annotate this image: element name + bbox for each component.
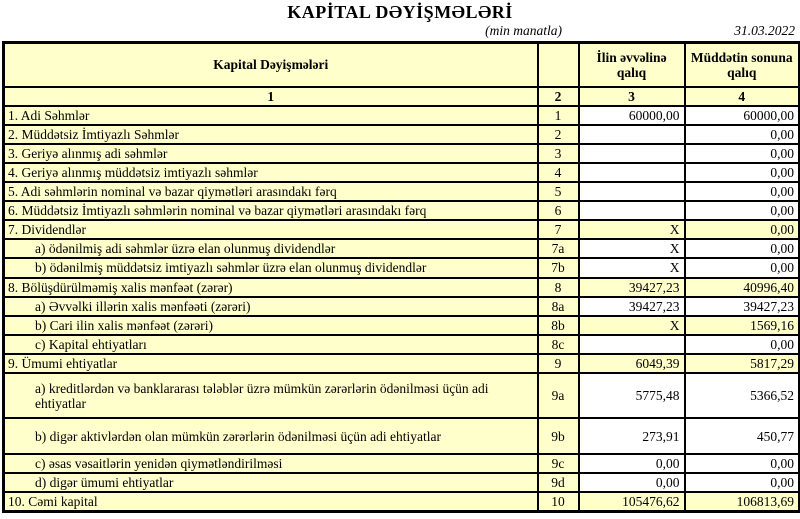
row-number: 8b	[538, 316, 579, 335]
value-start-balance: X	[579, 239, 685, 258]
col-number-1: 1	[4, 87, 538, 106]
value-start-balance	[579, 335, 685, 354]
row-label: a) Əvvəlki illərin xalis mənfəəti (zərəri)	[4, 297, 538, 316]
value-start-balance	[579, 182, 685, 201]
row-label: d) digər ümumi ehtiyatlar	[4, 473, 538, 492]
value-start-balance	[579, 163, 685, 182]
row-number: 5	[538, 182, 579, 201]
value-start-balance: 39427,23	[579, 278, 685, 297]
value-start-balance: 105476,62	[579, 492, 685, 512]
table-row	[4, 182, 800, 201]
value-end-balance: 39427,23	[685, 297, 800, 316]
value-end-balance: 0,00	[685, 239, 800, 258]
col-header-blank	[538, 43, 579, 87]
subhead-row	[0, 23, 800, 40]
capital-changes-report	[0, 2, 800, 519]
table-row	[4, 418, 800, 454]
value-end-balance: 0,00	[685, 454, 800, 473]
row-label: 8. Bölüşdürülməmiş xalis mənfəət (zərər)	[4, 278, 538, 297]
row-label: a) kreditlərdən və banklararası tələblər üzrə mümkün zərərlərin ödənilməsi üçün adi ehtiyatlar	[4, 373, 538, 418]
table-row	[4, 373, 800, 418]
row-label: 3. Geriyə alınmış adi səhmlər	[4, 144, 538, 163]
value-start-balance: 0,00	[579, 473, 685, 492]
table-row	[4, 106, 800, 125]
value-end-balance: 0,00	[685, 201, 800, 220]
row-number: 7a	[538, 239, 579, 258]
row-label: b) digər aktivlərdən olan mümkün zərərlərin ödənilməsi üçün adi ehtiyatlar	[4, 418, 538, 454]
row-number: 8a	[538, 297, 579, 316]
row-label: 4. Geriyə alınmış müddətsiz imtiyazlı səhmlər	[4, 163, 538, 182]
row-label: b) ödənilmiş müddətsiz imtiyazlı səhmlər üzrə elan olunmuş dividendlər	[4, 258, 538, 277]
row-number: 9	[538, 354, 579, 373]
page-title: KAPİTAL DƏYİŞMƏLƏRİ	[287, 2, 513, 22]
row-label: 7. Dividendlər	[4, 220, 538, 239]
column-number-row	[4, 87, 800, 106]
table-row	[4, 163, 800, 182]
value-end-balance: 5817,29	[685, 354, 800, 373]
table-row	[4, 454, 800, 473]
row-label: 6. Müddətsiz İmtiyazlı səhmlərin nominal və bazar qiymətləri arasındakı fərq	[4, 201, 538, 220]
row-number: 7b	[538, 258, 579, 277]
value-end-balance: 0,00	[685, 144, 800, 163]
row-label: c) Kapital ehtiyatları	[4, 335, 538, 354]
col-header-end-balance: Müddətin sonuna qalıq	[685, 43, 800, 87]
table-row	[4, 354, 800, 373]
table-row	[4, 473, 800, 492]
table-row	[4, 258, 800, 277]
value-start-balance: 5775,48	[579, 373, 685, 418]
value-end-balance: 40996,40	[685, 278, 800, 297]
value-start-balance: X	[579, 258, 685, 277]
value-end-balance: 0,00	[685, 220, 800, 239]
capital-changes-table	[2, 41, 800, 513]
row-label: 2. Müddətsiz İmtiyazlı Səhmlər	[4, 125, 538, 144]
table-row	[4, 297, 800, 316]
row-number: 9c	[538, 454, 579, 473]
value-end-balance: 60000,00	[685, 106, 800, 125]
table-row	[4, 201, 800, 220]
row-number: 9a	[538, 373, 579, 418]
value-start-balance: 6049,39	[579, 354, 685, 373]
value-start-balance	[579, 144, 685, 163]
table-row	[4, 316, 800, 335]
row-label: 9. Ümumi ehtiyatlar	[4, 354, 538, 373]
table-row	[4, 220, 800, 239]
value-end-balance: 1569,16	[685, 316, 800, 335]
table-row	[4, 125, 800, 144]
row-number: 4	[538, 163, 579, 182]
report-date: 31.03.2022	[734, 23, 795, 38]
table-head	[4, 43, 800, 106]
value-end-balance: 450,77	[685, 418, 800, 454]
value-start-balance: X	[579, 316, 685, 335]
row-label: 5. Adi səhmlərin nominal və bazar qiymətləri arasındakı fərq	[4, 182, 538, 201]
col-number-3: 3	[579, 87, 685, 106]
table-row	[4, 492, 800, 512]
value-start-balance: 273,91	[579, 418, 685, 454]
table-row	[4, 239, 800, 258]
row-number: 8c	[538, 335, 579, 354]
row-number: 9d	[538, 473, 579, 492]
value-end-balance: 0,00	[685, 335, 800, 354]
value-end-balance: 0,00	[685, 125, 800, 144]
row-number: 8	[538, 278, 579, 297]
value-end-balance: 0,00	[685, 473, 800, 492]
row-number: 2	[538, 125, 579, 144]
col-number-2: 2	[538, 87, 579, 106]
row-label: 10. Cəmi kapital	[4, 492, 538, 512]
row-label: 1. Adi Səhmlər	[4, 106, 538, 125]
value-end-balance: 0,00	[685, 182, 800, 201]
row-number: 6	[538, 201, 579, 220]
col-header-start-balance: İlin əvvəlinə qalıq	[579, 43, 685, 87]
row-number: 3	[538, 144, 579, 163]
table-row	[4, 278, 800, 297]
row-number: 9b	[538, 418, 579, 454]
value-end-balance: 5366,52	[685, 373, 800, 418]
row-label: a) ödənilmiş adi səhmlər üzrə elan olunmuş dividendlər	[4, 239, 538, 258]
table-body	[4, 106, 800, 512]
table-row	[4, 144, 800, 163]
units-note: (min manatla)	[485, 23, 562, 38]
value-end-balance: 106813,69	[685, 492, 800, 512]
value-end-balance: 0,00	[685, 163, 800, 182]
header-row	[4, 43, 800, 87]
value-start-balance: 39427,23	[579, 297, 685, 316]
col-number-4: 4	[685, 87, 800, 106]
value-end-balance: 0,00	[685, 258, 800, 277]
table-row	[4, 335, 800, 354]
value-start-balance	[579, 125, 685, 144]
value-start-balance: 0,00	[579, 454, 685, 473]
row-number: 7	[538, 220, 579, 239]
row-label: c) əsas vəsaitlərin yenidən qiymətləndirilməsi	[4, 454, 538, 473]
row-label: b) Cari ilin xalis mənfəət (zərəri)	[4, 316, 538, 335]
value-start-balance	[579, 201, 685, 220]
row-number: 10	[538, 492, 579, 512]
col-header-name: Kapital Dəyişmələri	[4, 43, 538, 87]
row-number: 1	[538, 106, 579, 125]
value-start-balance: 60000,00	[579, 106, 685, 125]
value-start-balance: X	[579, 220, 685, 239]
